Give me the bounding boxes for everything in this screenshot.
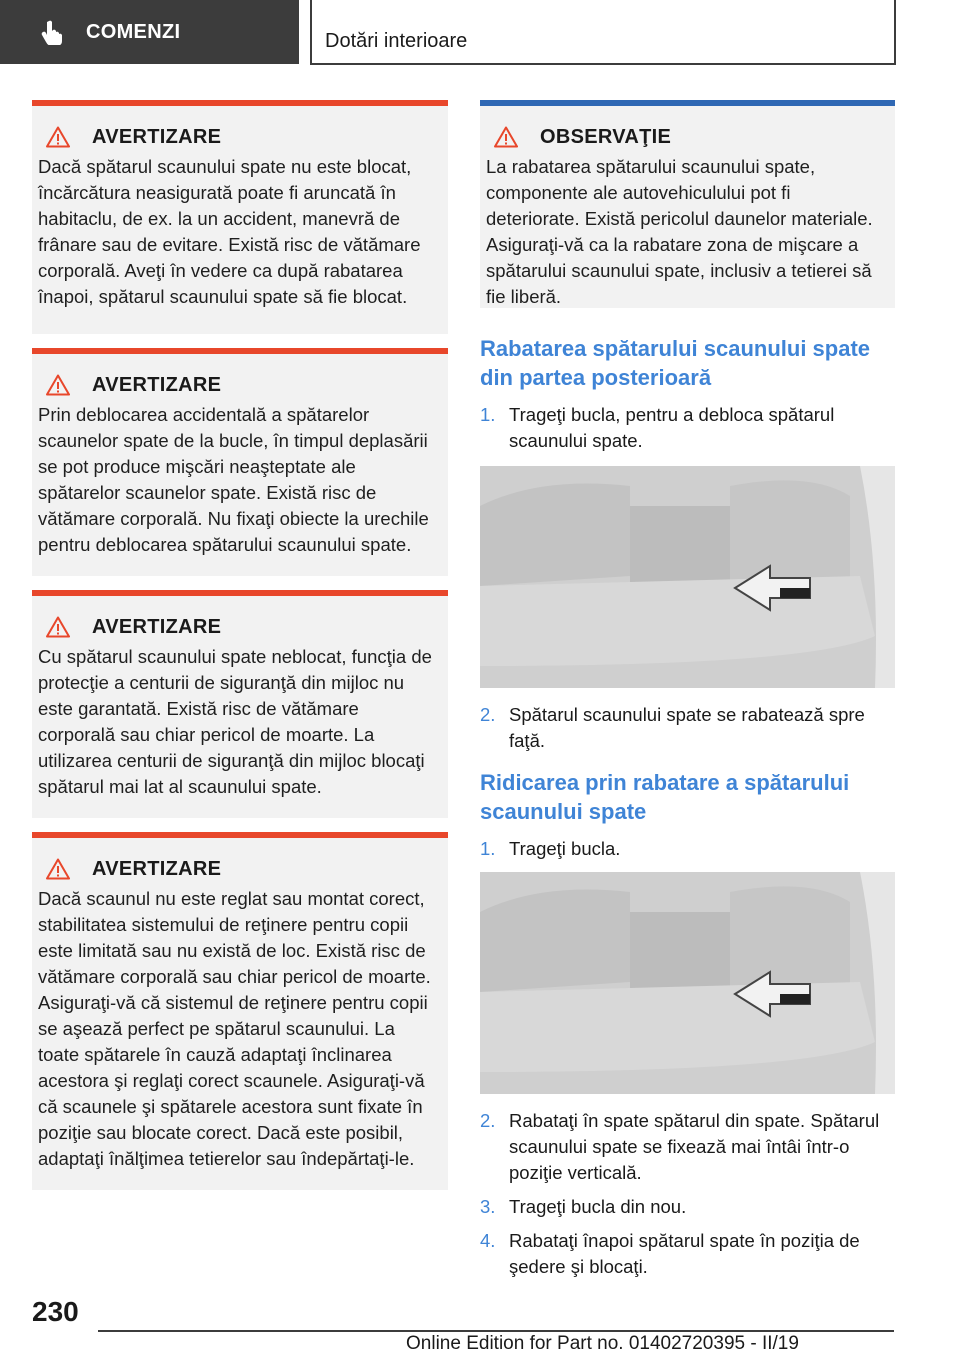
list-item [480, 402, 895, 454]
page-number: 230 [32, 1296, 79, 1327]
steps-list [480, 702, 895, 754]
header-right-border [894, 0, 896, 64]
warning-heading [38, 370, 438, 400]
chapter-tab-label: COMENZI [86, 20, 181, 43]
notice-box [480, 100, 895, 308]
step-number: 1. [480, 838, 496, 859]
seat-release-illustration [480, 872, 895, 1094]
list-item [480, 836, 895, 862]
warning-triangle-icon [46, 374, 70, 396]
hand-pointer-icon [40, 19, 64, 45]
warning-title: AVERTIZARE [92, 373, 222, 396]
step-number: 2. [480, 1110, 496, 1131]
step-text: Rabataţi înapoi spătarul spate în poziţia de şedere şi blocaţi. [509, 1230, 860, 1277]
footer-edition-text: Online Edition for Part no. 01402720395 - II/19 [406, 1333, 799, 1354]
warning-heading [38, 612, 438, 642]
warning-text: Cu spătarul scaunului spate neblocat, funcţia de protecţie a centurii de siguranţă din mijloc nu este garantată. Există risc de vătămare corporală sau chiar pericol de moarte. La utilizarea centurii de siguranţă din mijloc blocaţi spătarul mai lat al scaunului spate. [38, 646, 432, 797]
steps-list [480, 402, 895, 454]
section-header-title: Dotări interioare [325, 30, 468, 52]
rear-seat-image [480, 466, 895, 688]
step-text: Spătarul scaunului spate se rabatează spre faţă. [509, 704, 865, 751]
step-number: 4. [480, 1230, 496, 1251]
warning-triangle-icon [46, 858, 70, 880]
step-number: 2. [480, 704, 496, 725]
left-column [32, 100, 448, 1204]
warning-text: Dacă scaunul nu este reglat sau montat corect, stabilitatea sistemului de reţinere pentru copii este limitată sau nu există de loc. Există risc de vătămare corporală sau chiar pericol de moarte. Asiguraţi-vă că sistemul de reţinere pentru copii se aşează perfect pe spătarul scaunului. La toate spătarele în cauză adaptaţi înclinarea acestora şi reglaţi corect scaunele. Asiguraţi-vă că scaunele şi spătarele acestora sunt fixate în poziţie sau blocate corect. Dacă este posibil, adaptaţi înălţimea tetierelor sau îndepărtaţi-le. [38, 888, 431, 1169]
warning-heading [38, 854, 438, 884]
list-item [480, 1228, 895, 1280]
warning-box [32, 590, 448, 818]
step-text: Trageţi bucla. [509, 838, 621, 859]
notice-text: La rabatarea spătarului scaunului spate, componente ale autovehiculului pot fi deteriorate. Există pericolul daunelor materiale. Asiguraţi-vă ca la rabatare zona de mişcare a spătarului scaunului spate, inclusiv a tetierei să fie liberă. [486, 156, 873, 307]
rear-seat-image [480, 872, 895, 1094]
steps-list [480, 1108, 895, 1280]
warning-box [32, 348, 448, 576]
step-text: Trageţi bucla, pentru a debloca spătarul scaunului spate. [509, 404, 835, 451]
warning-text: Dacă spătarul scaunului spate nu este blocat, încărcătura neasigurată poate fi aruncată în habitaclu, de ex. la un accident, manevră de frânare sau de evitare. Există risc de vătămare corporală. Aveţi în vedere ca după rabatarea înapoi, spătarul scaunului spate să fie blocat. [38, 156, 421, 307]
header-divider [310, 0, 312, 64]
notice-title: OBSERVAŢIE [540, 125, 672, 148]
step-number: 3. [480, 1196, 496, 1217]
warning-title: AVERTIZARE [92, 125, 222, 148]
warning-triangle-icon [46, 126, 70, 148]
list-item [480, 702, 895, 754]
list-item [480, 1108, 895, 1186]
chapter-tab[interactable] [0, 0, 299, 64]
seat-release-illustration [480, 466, 895, 688]
warning-heading [38, 122, 438, 152]
warning-triangle-icon [46, 616, 70, 638]
step-number: 1. [480, 404, 496, 425]
header-underline [310, 63, 896, 65]
warning-box [32, 832, 448, 1190]
warning-title: AVERTIZARE [92, 615, 222, 638]
footer-divider [98, 1330, 894, 1332]
step-text: Rabataţi în spate spătarul din spate. Spătarul scaunului spate se fixează mai întâi într-o poziţie verticală. [509, 1110, 880, 1183]
section-title-raise-backrest: Ridicarea prin rabatare a spătarului scaunului spate [480, 770, 850, 824]
step-text: Trageţi bucla din nou. [509, 1196, 687, 1217]
steps-list [480, 836, 895, 862]
warning-text: Prin deblocarea accidentală a spătarelor scaunelor spate de la bucle, în timpul deplasării se pot produce mişcări neaşteptate ale spătarelor scaunelor spate. Există risc de vătămare corporală. Nu fixaţi obiecte la urechile pentru deblocarea spătarului scaunului spate. [38, 404, 429, 555]
notice-heading [486, 122, 885, 152]
right-column [480, 100, 895, 1288]
section-title-fold-from-rear: Rabatarea spătarului scaunului spate din partea posterioară [480, 336, 871, 390]
warning-box [32, 100, 448, 334]
warning-triangle-icon [494, 126, 518, 148]
warning-title: AVERTIZARE [92, 857, 222, 880]
list-item [480, 1194, 895, 1220]
